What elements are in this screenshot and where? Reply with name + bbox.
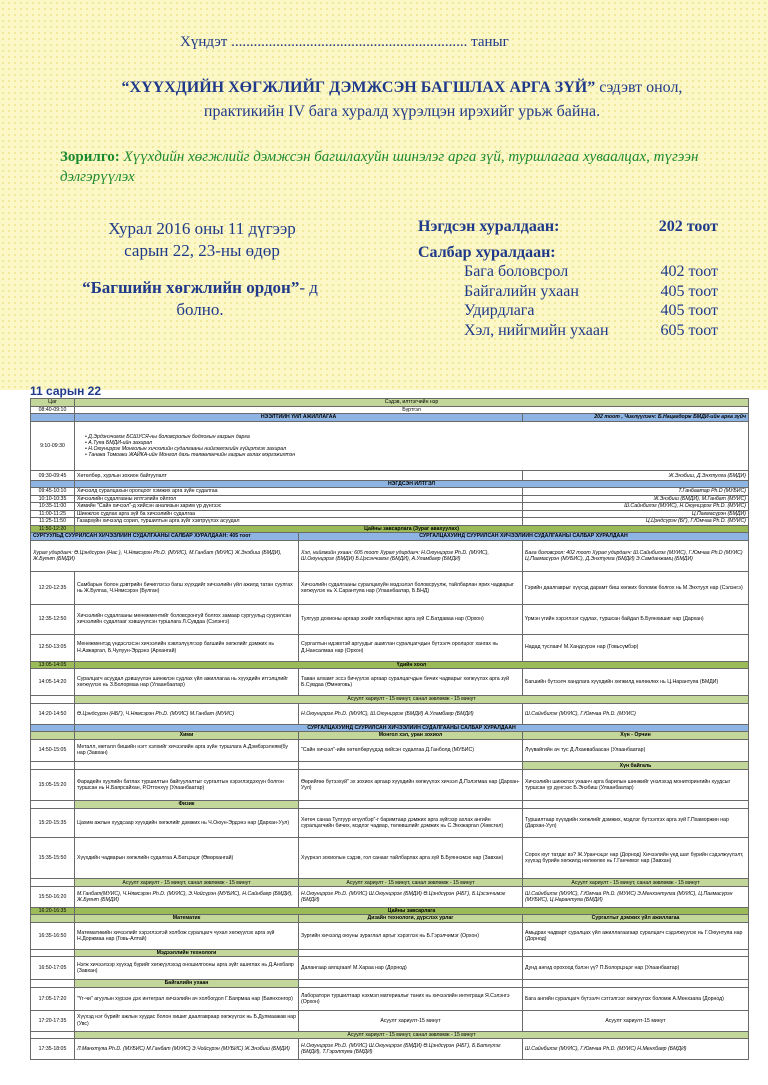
time-cell: 17:05-17:20	[31, 987, 75, 1010]
table-cell	[523, 980, 749, 988]
table-cell: Лүүвайгийн ач тус Д.Лхаевабаасан (Улаанбаатар)	[523, 739, 749, 762]
qa-row: Асуулт хариулт-15 минут	[523, 1010, 749, 1031]
time-cell: 10:10-10:35	[31, 495, 75, 503]
subject-header: Мэдээллийн технологи	[75, 949, 299, 957]
table-cell: Хүүхэд нэг бүрийг ажлын хуудас болон хишиг даалгавраар хөгжүүлэх нь Б.Дулмаажав нар (Увс)	[75, 1010, 299, 1031]
qa-row: Асуулт хариулт - 15 минут, санал зөвлөмж - 15 минут	[75, 696, 749, 704]
section-header: НЭГДСЭН ИЛТГЭЛ	[75, 480, 749, 488]
plenary-label: Нэгдсэн хуралдаан:	[418, 218, 560, 235]
plenary-room: 202 тоот	[658, 218, 718, 235]
table-row	[31, 801, 749, 809]
table-cell: Ж.Энэбиш, Д.Энхтулга (БМДИ)	[523, 471, 749, 480]
table-row	[31, 949, 749, 957]
subject-header: Хүн байгаль	[523, 762, 749, 770]
breakout-name: Удирдлага	[464, 302, 535, 319]
speaker-line: Н.Оюунцэрэг Монголын хичээлийн судалгааны нийгэмлэгийн гүйцэтгэх захирал	[88, 445, 287, 452]
subject-header: Монгол хэл, уран зохиол	[299, 732, 523, 740]
table-cell: Надад туслаач! М.Хандсүрэн нар (Говьсүмбэр)	[523, 634, 749, 661]
table-row	[31, 414, 749, 422]
time-cell	[31, 480, 75, 488]
table-cell: Ж.Энэбиш (БМДИ), М.Ганбат (МУИС)	[523, 495, 749, 503]
table-row	[31, 762, 749, 770]
table-cell: "Үг-чи" агуулын хүрээн дэх интеграл хичээлийн ач холбогдол Г.Баярмаа нар (Баянхонгор)	[75, 987, 299, 1010]
table-cell	[75, 762, 299, 770]
table-cell: Бага ангийн суралцагч бүтээлч сэтгэлгээг хөгжүүлэх боломж А.Мөнхзаяа (Дорнод)	[523, 987, 749, 1010]
table-cell: Лаборатори туршилтаар нэхмэл материалыг таних нь хичээлийн интеграци Я.Сэлэнгэ (Орхон)	[299, 987, 523, 1010]
table-cell	[299, 801, 523, 809]
table-cell: Хөтөлбөр, хурлын зохион байгуулалт	[75, 471, 523, 480]
table-cell: Цахим ажлын хуудсаар хүүхдийн хөгжлийг дэмжих нь Ч.Оюун-Эрдэнэ нар (Дархан-Уул)	[75, 808, 299, 837]
breakout-name: Бага боловсрол	[464, 263, 569, 280]
breakout-room: 402 тоот	[660, 263, 718, 280]
table-row	[31, 661, 749, 669]
qa-row: Асуулт хариулт - 15 минут, санал зөвлөмж - 15 минут	[299, 879, 523, 887]
table-row	[31, 488, 749, 496]
table-cell: Хичээлд суралцахын оролцоог хэмжих арга зүйн судалгаа	[75, 488, 523, 496]
subject-header: Хими	[75, 732, 299, 740]
time-header: Цаг	[31, 399, 75, 407]
table-cell: Өөрийгөө бүтээхүй" эх зохиох аргаар хүүхдийн хөгжүүлэх хичээл Д.Пэлэгмаа нар (Дархан-Уул)	[299, 769, 523, 800]
time-cell	[31, 801, 75, 809]
table-cell: Ш.Сайнбилэг (МУИС), Г.Юмчаа Ph.D. (МУИС) Э.Менхэнтулга (МУИС), Ц.Пагмасүрэн (МУБИС), Ц.Нарантуяа (БМДИ)	[523, 886, 749, 907]
speaker-line: Танака Томоаки ЖАЙКА-ийн Монгол дахь төлөөлөгчийн газрын ахлах мэргэжилтэн	[88, 452, 296, 459]
table-cell: Тулгуур дохионы аргаар эхийг хялбарчлах арга зүй С.Батдаваа нар (Орхон)	[299, 605, 523, 634]
table-cell: Химийн "Сайн хичээл"-д хийсэн анализын зарим үр дүнгээс	[75, 503, 523, 511]
table-row	[31, 732, 749, 740]
subject-header: Физик	[75, 801, 299, 809]
table-row	[31, 769, 749, 800]
venue-rest: - д болно.	[176, 278, 318, 319]
title-rest: сэдэвт онол, практикийн IV бага хуралд хүрэлцэн ирэхийг урьж байна.	[203, 79, 683, 120]
table-cell: Гэрийн даалгаврыг хүүхэд дарамт биш хөгжих боломж болгох нь М.Энхтуул нар (Сэлэнгэ)	[523, 572, 749, 605]
table-cell: Ө.Цэндсүрэн (НБГ), Ч.Нямсэрэн Ph.D. (МУИС) М.Ганбат (МУИС)	[75, 703, 299, 724]
table-cell: Зургийн хичээлд оюуны зураглал аргыг хэрэглэх нь Б.Гэрэлчимэг (Орхон)	[299, 922, 523, 949]
breakout-row	[418, 301, 718, 321]
table-row	[31, 471, 749, 480]
section-header: СУРГУУЛЬД СУУРИЛСАН ХИЧЭЭЛИЙН СУДАЛГААНЫ САЛБАР ХУРАЛДААН: 405 тоот	[31, 533, 299, 541]
table-row	[31, 1039, 749, 1060]
breakout-row	[418, 321, 718, 341]
table-row	[31, 922, 749, 949]
table-row	[31, 696, 749, 704]
table-row	[31, 572, 749, 605]
breakout-name: Байгалийн ухаан	[464, 282, 579, 300]
table-cell: Суралцагч асуудал дэвшүүлэн шинжлэн судлах үйл ажиллагаа нь хүүхдийн итгэлцлийг хөгжүүлэх нь З.Болормаа нар (Улаанбаатар)	[75, 669, 299, 696]
section-header: СУРГАЛЦАХУЙНД СУУРИЛСАН ХИЧЭЭЛИЙН СУДАЛГААНЫ САЛБАР ХУРАЛДААН	[75, 724, 749, 732]
table-cell: Дунд ангид орохоод бэлэн үү? П.Болорцэцэг нар (Улаанбаатар)	[523, 957, 749, 980]
table-cell: "Сайн хичээл"-ийн хөтөлбөрүүдэд хийсэн судалгаа Д.Ганболд (МУБИС)	[299, 739, 523, 762]
time-cell: 14:50-15:05	[31, 739, 75, 762]
goal-text: Хүүхдийн хөгжлийг дэмжсэн багшлахуйн шинэлэг арга зүй, туршлагаа хуваалцах, түгээн дэлгэрүүлэх	[60, 149, 699, 185]
table-cell: Хичээлийн судалгааны менежментийг боловсронгуй болгох замаар сургуульд суурилсан хичээлийн судалгааг хэвшүүлсэн туршлага Л.Сувдаа (Сэлэнгэ)	[75, 605, 299, 634]
time-cell: 11:00-11:25	[31, 510, 75, 518]
venue	[60, 277, 340, 321]
goal-label: Зорилго:	[60, 149, 120, 165]
date-line-2: сарын 22, 23-ны өдөр	[124, 241, 280, 260]
table-row	[31, 739, 749, 762]
table-cell: Т.Ганбаатар Ph.D (МУБИС)	[523, 488, 749, 496]
table-cell	[523, 801, 749, 809]
qa-row: Асуулт хариулт-15 минут	[299, 1010, 523, 1031]
table-cell: Хөтөч санаа Тулгуур өгүүлбэр"-г баримтаар дэмжих арга зүйгээр ахлах ангийн суралцагчийн бичих, мэдлэг чадвар, төлөвшлийг дэмжих нь С.Энхжаргал (Хөвсгөл)	[299, 808, 523, 837]
table-row	[31, 724, 749, 732]
qa-row: Асуулт хариулт - 15 минут, санал зөвлөмж - 15 минут	[523, 879, 749, 887]
conference-date	[84, 218, 320, 262]
time-cell: 15:05-15:20	[31, 769, 75, 800]
breakout-room: 605 тоот	[660, 321, 718, 339]
break-row: Цайны завсарлага	[75, 907, 749, 915]
invitation-line: Хүндэт ............................................................... таныг	[180, 34, 509, 50]
date-line-1: Хурал 2016 оны 11 дүгээр	[108, 219, 296, 238]
speaker-line: А.Туяа БМДИ-ийн захирал	[88, 439, 153, 446]
table-cell: М.Ганбат(МУИС), Ч.Нямсэрэн Ph.D. (МУИС), Э.Чойсүрэн (МУБИС), Н.Сайнбаяр (БМДИ), Ж.Буянт (БМДИ)	[75, 886, 299, 907]
subject-header: Хүн - Орчин	[523, 732, 749, 740]
schedule-date: 11 сарын 22	[30, 384, 102, 398]
breakout-header	[418, 243, 718, 263]
subject-header: Байгалийн ухаан	[75, 980, 299, 988]
goal-block	[60, 147, 750, 187]
table-row	[31, 533, 749, 541]
table-cell: Хурал удирдагч: Ө.Цэндсүрэн (Нас ), Ч.Нямсэрэн Ph.D. (МУИС), М.Ганбат (МУИС) Ж.Энэбиш (БМДИ), Ж.Буянт (БМДИ)	[31, 540, 299, 571]
table-row	[31, 879, 749, 887]
time-cell: 11:25-11:50	[31, 518, 75, 526]
table-cell	[299, 980, 523, 988]
table-row	[31, 808, 749, 837]
table-cell: Самбарын болон дэвтрийн бичиглэгээ багш хүүхдийг хичээлийн үйл ажилд татан суулгах нь Ж.Булгаа, Ч.Нямсэрэн (Булган)	[75, 572, 299, 605]
table-cell: Менежментэд үндэслэсэн хичээлийн хэвлэлүүлгээр багшийн хөгжлийг дэмжих нь Н.Азжаргал, Б.Чулуун-Эрдэнэ (Архангай)	[75, 634, 299, 661]
table-row	[31, 495, 749, 503]
table-row	[31, 605, 749, 634]
table-cell: Нэгж хичээлээр хүүхэд бүрийг хөгжүүлэхэд оношилгооны арга зүйг ашиглах нь Д.Анхбаяр (Завхан)	[75, 957, 299, 980]
time-cell: 15:50-16:20	[31, 886, 75, 907]
table-cell: Сургалтын идэвхтэй аргуудыг ашиглан суралцагчдын бүтээлч оролцоог хангах нь Д.Нансалмаа нар (Орхон)	[299, 634, 523, 661]
table-cell: Хүүрнэл зохиолын сэдэв, гол санааг тайлбарлах арга зүй Б.Буяннэмэх нар (Завхан)	[299, 837, 523, 879]
time-cell	[31, 762, 75, 770]
table-row	[31, 518, 749, 526]
time-cell: 08:40-09:10	[31, 406, 75, 414]
time-cell	[31, 915, 75, 923]
table-cell: Амьдрах чадварт суралцах үйл ажиллагаагаар суралцагч сэдэлжүүлэх нь Г.Оюунтуяа нар (Дорнод)	[523, 922, 749, 949]
time-cell: 17:20-17:35	[31, 1010, 75, 1031]
breakout-room: 405 тоот	[660, 282, 718, 300]
table-row	[31, 886, 749, 907]
section-room: 202 тоот , Чиглүүлэгч: Б.Нацагдорж БМДИ-ийн арга зүйч	[523, 414, 749, 422]
table-cell: Туршилтаар хүүхдийн хөгжлийг дэмжих, мэдлэг бүтээлгэх арга зүй Г.Пхаморжин нар (Дархан-Уул)	[523, 808, 749, 837]
table-cell: Бүртгэл	[75, 406, 749, 414]
table-row	[31, 540, 749, 571]
time-cell: 09:45-10:10	[31, 488, 75, 496]
table-cell: Сорох юуг татдаг вэ? Ж.Уранчэцэг нар (Дорнод) Хичээлийн үед шат бүрийн сэдэлжүүлэлт, хүүхэд бүрийн хөгжилд нөлөөлөх нь Г.Ганчимэг нар (Завхан)	[523, 837, 749, 879]
break-row: Цайны завсарлага (Зураг авахуулах)	[75, 525, 749, 533]
table-row	[31, 510, 749, 518]
time-cell: 14:20-14:50	[31, 703, 75, 724]
time-cell	[31, 732, 75, 740]
section-header: НЭЭЛТИЙН ҮЙЛ АЖИЛЛАГАА	[75, 414, 523, 422]
table-row	[31, 907, 749, 915]
table-cell: Ц.Пагмасүрэн (БМДИ)	[523, 510, 749, 518]
time-cell	[31, 696, 75, 704]
table-row	[31, 957, 749, 980]
table-row	[31, 503, 749, 511]
conference-title	[92, 76, 712, 124]
table-cell: Металл, металл бишийн нэгт хэлхийг хичээлийн арга зүйн туршлага А.Дэмбэрэлням(бу нар (Завхан)	[75, 739, 299, 762]
table-cell: Ш.Сайнбилэг (МУИС), Н.Оюунцэрэг Ph.D. (МУИС)	[523, 503, 749, 511]
table-cell: Ш.Сайнбилэг (МУИС), Г.Юмчаа Ph.D. (МУИС)	[523, 703, 749, 724]
table-cell: Хэл, нийгмийн ухаан: 605 тоот Хурал удирдагч: Н.Оюунцэрэг Ph.D. (МУИС), Ш.Оюунцэрэг (БМДИ) Б.Цэсэнчимэг (БМДИ), А.Уламбаяр (БМДИ)	[299, 540, 523, 571]
time-cell: 16:35-16:50	[31, 922, 75, 949]
table-cell: Хичээлийн судалгааны илтгэлийн ойлгол	[75, 495, 523, 503]
title-main: “ХҮҮХДИЙН ХӨГЖЛИЙГ ДЭМЖСЭН БАГШЛАХ АРГА ЗҮЙ”	[121, 79, 596, 96]
table-row	[31, 987, 749, 1010]
time-cell: 13:05-14:05	[31, 661, 75, 669]
time-cell	[31, 980, 75, 988]
table-cell: Математикийн хичээлийг хэрэглээтэй холбож суралцагч чухал хөгжүүлэх арга зүй Н.Доржмаа нар (Говь-Алтай)	[75, 922, 299, 949]
table-cell: Фарадейн хуулийн батлах туршилтын байгуулалтыг сургалтын хэрэглэгдэхүүн болгон туршсан нь Н.Баярсайхан, Р.Отгонхүү (Улаанбаатар)	[75, 769, 299, 800]
table-cell: Н.Оюунцэрэг Ph.D. (МУИС) Ш.Оюунцэрэг (БМДИ) Ө.Цэндсүрэн (НБГ), Б.Цэсэнчимэг (БМДИ)	[299, 886, 523, 907]
table-row	[31, 421, 749, 471]
venue-name: “Багшийн хөгжлийн ордон”	[82, 278, 300, 297]
content-header: Сэдэв, илтгэгчийн нэр	[75, 399, 749, 407]
time-cell: 12:50-13:05	[31, 634, 75, 661]
subject-header: Дизайн технологи, дүрслэх урлаг	[299, 915, 523, 923]
time-cell	[31, 879, 75, 887]
table-cell: Н.Оюунцэрэг Ph.D. (МУИС) Ш.Оюунцэрэг (БМДИ) Ө.Цэндсүрэн (НБГ), Б.Батгүлэг (БМДИ), Т.Гэрэлтуяа (БМДИ)	[299, 1039, 523, 1060]
time-cell: 10:35-11:00	[31, 503, 75, 511]
breakout-label: Салбар хуралдаан:	[418, 243, 556, 261]
time-cell: 9:10-09:30	[31, 421, 75, 471]
table-cell: Л.Мөнхтуяа Ph.D. (МУБИС) М.Ганбат (МУИС) Э.Чойсүрэн (МУБИС) Ж.Энэбиш (БМДИ)	[75, 1039, 299, 1060]
table-row	[31, 634, 749, 661]
table-row	[31, 480, 749, 488]
subject-header: Сургалтыг дэмжих үйл ажиллагаа	[523, 915, 749, 923]
table-row	[31, 703, 749, 724]
table-cell: • Д.Эрдэнэчимэг БСШУСЯ-ны боловсролын бодлогын газрын дарга • А.Туяа БМДИ-ийн захирал • Н.Оюунцэрэг Монголын хичээлийн судалгааны нийгэмлэгийн гүйцэтгэх захирал • Танака Томоаки ЖАЙКА-ийн Монгол дахь төлөөлөгчийн газрын ахлах мэргэжилтэн	[75, 421, 749, 471]
breakout-name: Хэл, нийгмийн ухаан	[464, 321, 609, 339]
table-cell: Ц.Цэндсүрэн (БГ), Г.Юмчаа Ph.D. (МУИС)	[523, 518, 749, 526]
section-header: СУРГАЛЦАХУЙНД СУУРИЛСАН ХИЧЭЭЛИЙН СУДАЛГААНЫ САЛБАР ХУРАЛДААН	[299, 533, 749, 541]
table-row	[31, 406, 749, 414]
breakout-room: 405 тоот	[660, 302, 718, 319]
table-cell: Таван алхамт эссэ бичүүлэх аргаар суралцагчдын бичих чадварыг хөгжүүлэх арга зүй Б.Сувдаа (Өмнөговь)	[299, 669, 523, 696]
table-row	[31, 915, 749, 923]
breakout-row	[418, 282, 718, 302]
time-cell: 15:20-15:35	[31, 808, 75, 837]
table-row	[31, 525, 749, 533]
time-cell: 09:30-09:45	[31, 471, 75, 480]
qa-row: Асуулт хариулт - 15 минут, санал зөвлөмж - 15 минут	[75, 879, 299, 887]
table-cell	[299, 949, 523, 957]
table-cell: Бага боловсрол: 402 тоот Хурал удирдагч: Ш.Сайнбилэг (МУИС), Г.Юмчаа Ph.D (МУИС) Ц.Пагмасүрэн (МУБИС), Д.Энхтулга (БМДИ) Э.Самданжамц (БМДИ)	[523, 540, 749, 571]
time-cell: 12:20-12:35	[31, 572, 75, 605]
table-cell: Хүүхдийн чадварын хөгжлийн судалгаа А.Батцэцэг (Өвөрхангай)	[75, 837, 299, 879]
time-cell	[31, 414, 75, 422]
table-row	[31, 1031, 749, 1039]
breakout-row	[418, 262, 718, 282]
table-cell: Шинжлэх судлах арга зүй ба хичээлийн судалгаа	[75, 510, 523, 518]
table-cell: Далангаар аялцгаая! М.Хараа нар (Дорнод)	[299, 957, 523, 980]
time-cell: 17:35-18:05	[31, 1039, 75, 1060]
break-row: Үдийн хоол	[75, 661, 749, 669]
table-cell: Ш.Сайнбилэг (МУИС), Г.Юмчаа Ph.D. (МУИС) Н.Менхбаяр (БМДИ)	[523, 1039, 749, 1060]
table-cell: Багшийн бүтээлч хандлага хүүхдийн хөгжилд нөлөөлөх нь Ц.Нарантуяа (БМДИ)	[523, 669, 749, 696]
speaker-line: Д.Эрдэнэчимэг БСШУСЯ-ны боловсролын бодлогын газрын дарга	[88, 433, 250, 440]
time-cell: 16:50-17:05	[31, 957, 75, 980]
time-cell: 12:35-12:50	[31, 605, 75, 634]
table-cell: Хичээлийн судалгааны суралцахуйн мэдээлэл боловсруулж, тайлбарлан ярих чадварыг хөгжүүлэх нь Х.Сарантуяа нар (Улаанбаатар, Б.БНД)	[299, 572, 523, 605]
time-cell	[31, 724, 75, 732]
plenary-row	[418, 217, 718, 237]
time-cell	[31, 949, 75, 957]
subject-header: Математик	[75, 915, 299, 923]
table-cell	[523, 949, 749, 957]
session-rooms	[418, 217, 718, 340]
table-cell: Газарзүйн хичээлд сорил, туршилтын арга зүйг хэвтрүүлэх асуудал	[75, 518, 523, 526]
table-cell: Хичээлийн шинжлэх ухаанч арга барилын шинжийг үнэлэхэд мониторингийн хуудсыг туршсан үр дүнгээс Б.Энэбиш (Улаанбаатар)	[523, 769, 749, 800]
table-cell: Н.Оюунцэрэг Ph.D. (МУИС), Ш.Оюунцэрэг (БМДИ) А.Уламбаяр (БМДИ)	[299, 703, 523, 724]
time-cell: 11:50-12:20	[31, 525, 75, 533]
table-row	[31, 837, 749, 879]
time-cell: 16:20-16:35	[31, 907, 75, 915]
table-cell	[299, 762, 523, 770]
time-cell: 14:05-14:20	[31, 669, 75, 696]
table-row	[31, 669, 749, 696]
table-row	[31, 399, 749, 407]
time-cell	[31, 1031, 75, 1039]
table-cell: Үрмэн үгийн хэрэглээг судлах, туршсан байдал Б.Буянхишиг нар (Дархан)	[523, 605, 749, 634]
schedule-table	[30, 398, 749, 1060]
time-cell: 15:35-15:50	[31, 837, 75, 879]
table-row	[31, 1010, 749, 1031]
qa-row: Асуулт хариулт - 15 минут, санал зөвлөмж - 15 минут	[75, 1031, 749, 1039]
table-row	[31, 980, 749, 988]
